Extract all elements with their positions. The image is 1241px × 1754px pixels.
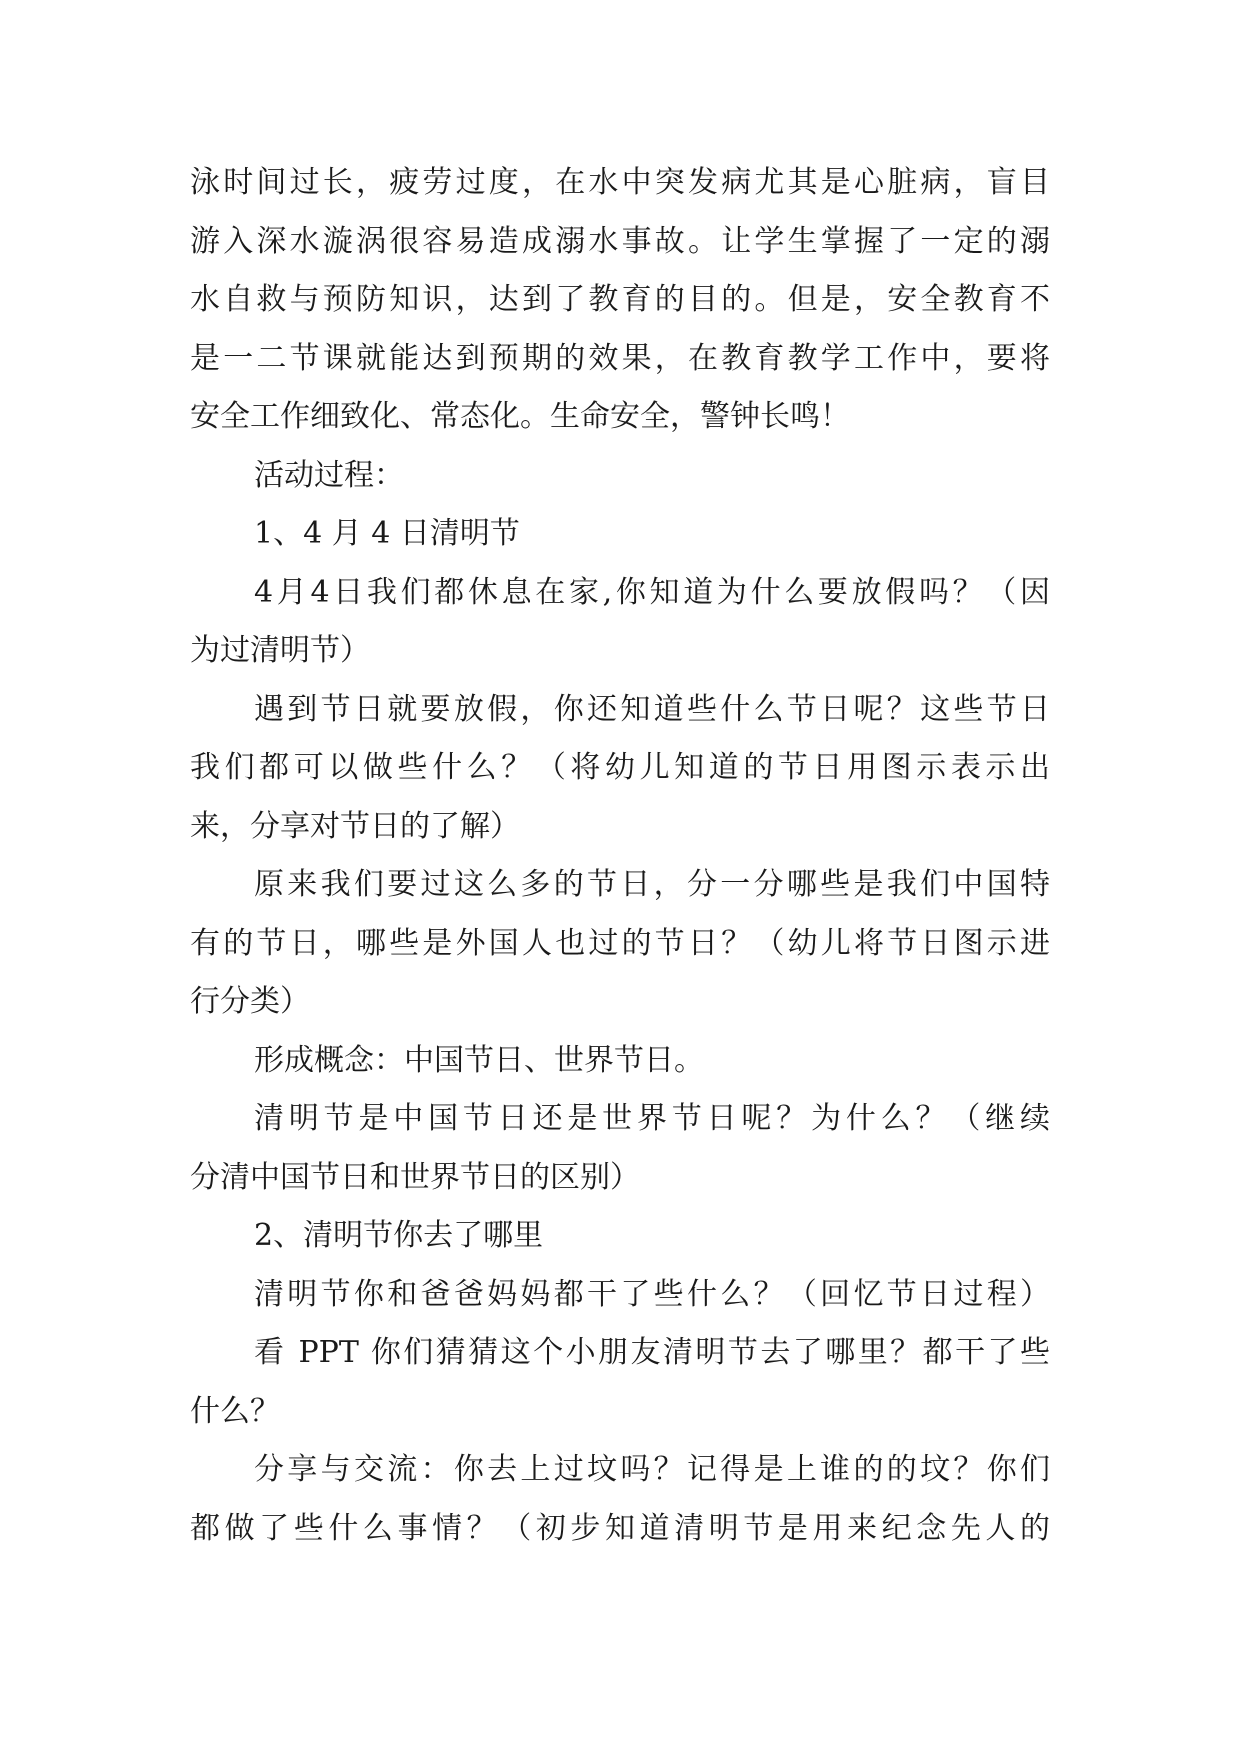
text-line: 活动过程： [254,457,404,493]
text-line: 遇到节日就要放假，你还知道些什么节日呢？这些节日 [254,691,1050,727]
text-line: 形成概念：中国节日、世界节日。 [254,1042,704,1078]
text-line: 4月4日我们都休息在家,你知道为什么要放假吗？（因 [254,574,1050,610]
text-line: 2、清明节你去了哪里 [254,1218,544,1253]
text-line: 原来我们要过这么多的节日，分一分哪些是我们中国特 [254,867,1050,902]
text-line: 为过清明节） [190,633,370,668]
text-line: 清明节你和爸爸妈妈都干了些什么？（回忆节日过程） [254,1276,1050,1312]
text-line: 有的节日，哪些是外国人也过的节日？（幼儿将节日图示进 [190,925,1050,961]
text-line: 看 PPT 你们猜猜这个小朋友清明节去了哪里？都干了些 [254,1335,1050,1370]
text-line: 我们都可以做些什么？（将幼儿知道的节日用图示表示出 [190,750,1050,785]
text-line: 清明节是中国节日还是世界节日呢？为什么？（继续 [254,1101,1050,1136]
text-line: 分清中国节日和世界节日的区别） [190,1159,640,1195]
text-line: 都做了些什么事情？（初步知道清明节是用来纪念先人的 [190,1510,1050,1546]
text-line: 水自救与预防知识，达到了教育的目的。但是，安全教育不 [190,282,1050,317]
text-line: 游入深水漩涡很容易造成溺水事故。让学生掌握了一定的溺 [190,223,1050,259]
text-line: 安全工作细致化、常态化。生命安全，警钟长鸣！ [190,399,850,434]
text-line: 行分类） [190,984,310,1019]
text-line: 什么？ [190,1393,280,1429]
text-line: 分享与交流：你去上过坟吗？记得是上谁的的坟？你们 [254,1452,1050,1487]
text-line: 泳时间过长，疲劳过度，在水中突发病尤其是心脏病，盲目 [190,165,1050,200]
text-line: 1、4 月 4 日清明节 [254,516,520,551]
text-line: 是一二节课就能达到预期的效果，在教育教学工作中，要将 [190,340,1050,376]
document-body [190,154,1050,1558]
text-line: 来，分享对节日的了解） [190,808,520,844]
